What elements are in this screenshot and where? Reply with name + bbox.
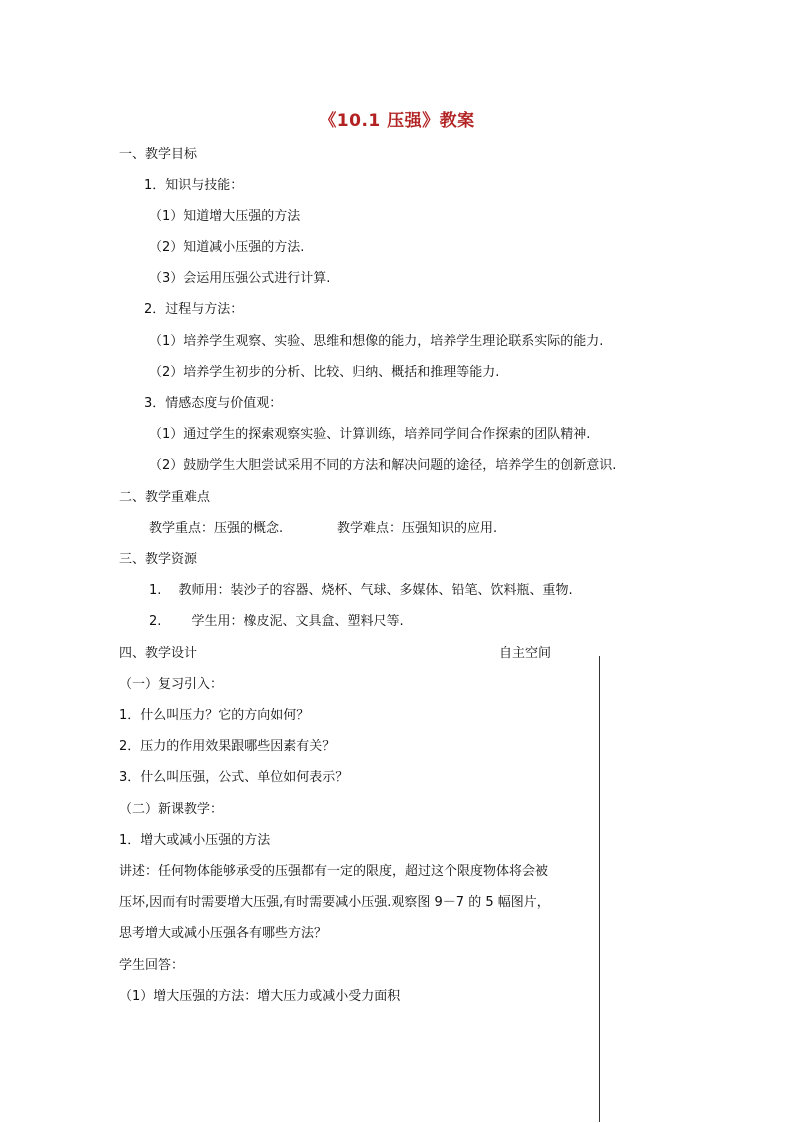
subheading-attitudes-values: 3．情感态度与价值观：	[144, 396, 283, 411]
list-item: 1．什么叫压力？它的方向如何？	[119, 708, 310, 723]
new-lesson-heading: （二）新课教学：	[119, 802, 224, 817]
subheading-process-methods: 2．过程与方法：	[144, 302, 244, 317]
list-item: （1）培养学生观察、实验、思维和想像的能力，培养学生理论联系实际的能力.	[149, 334, 604, 349]
key-point-text: 教学重点：压强的概念.	[149, 521, 284, 536]
subheading-knowledge-skills: 1．知识与技能：	[144, 178, 244, 193]
list-item: （2）鼓励学生大胆尝试采用不同的方法和解决问题的途径，培养学生的创新意识.	[149, 458, 617, 473]
list-item: （2）培养学生初步的分析、比较、归纳、概括和推理等能力.	[149, 365, 500, 380]
difficulty-text: 教学难点：压强知识的应用.	[337, 521, 498, 536]
lecture-text-line: 压坏,因而有时需要增大压强,有时需要减小压强.观察图 9－7 的 5 幅图片，	[119, 895, 550, 910]
list-item: 3．什么叫压强，公式、单位如何表示？	[119, 770, 349, 785]
section-heading-objectives: 一、教学目标	[119, 147, 198, 162]
section-heading-key-points: 二、教学重难点	[119, 490, 211, 505]
list-item: 1. 教师用：装沙子的容器、烧杯、气球、多媒体、铅笔、饮料瓶、重物.	[149, 583, 573, 598]
answer-text: （1）增大压强的方法：增大压力或减小受力面积	[119, 989, 401, 1004]
list-item: 2. 学生用：橡皮泥、文具盒、塑料尺等.	[149, 614, 404, 629]
lecture-text-line: 思考增大或减小压强各有哪些方法？	[119, 926, 328, 941]
lecture-text-line: 讲述：任何物体能够承受的压强都有一定的限度，超过这个限度物体将会被	[119, 864, 549, 879]
list-item: （3）会运用压强公式进行计算.	[149, 271, 331, 286]
side-column-heading: 自主空间	[499, 646, 552, 661]
topic-heading: 1．增大或减小压强的方法	[119, 833, 271, 848]
list-item: （1）通过学生的探索观察实验、计算训练，培养同学间合作探索的团队精神.	[149, 427, 591, 442]
section-heading-design: 四、教学设计	[119, 646, 198, 661]
column-divider	[599, 656, 600, 1122]
list-item: （2）知道减小压强的方法.	[149, 240, 305, 255]
list-item: 2．压力的作用效果跟哪些因素有关？	[119, 739, 336, 754]
list-item: （1）知道增大压强的方法	[149, 209, 301, 224]
document-title: 《10.1 压强》教案	[319, 111, 475, 131]
section-heading-resources: 三、教学资源	[119, 552, 198, 567]
review-heading: （一）复习引入：	[119, 677, 224, 692]
student-answer-label: 学生回答：	[119, 958, 185, 973]
